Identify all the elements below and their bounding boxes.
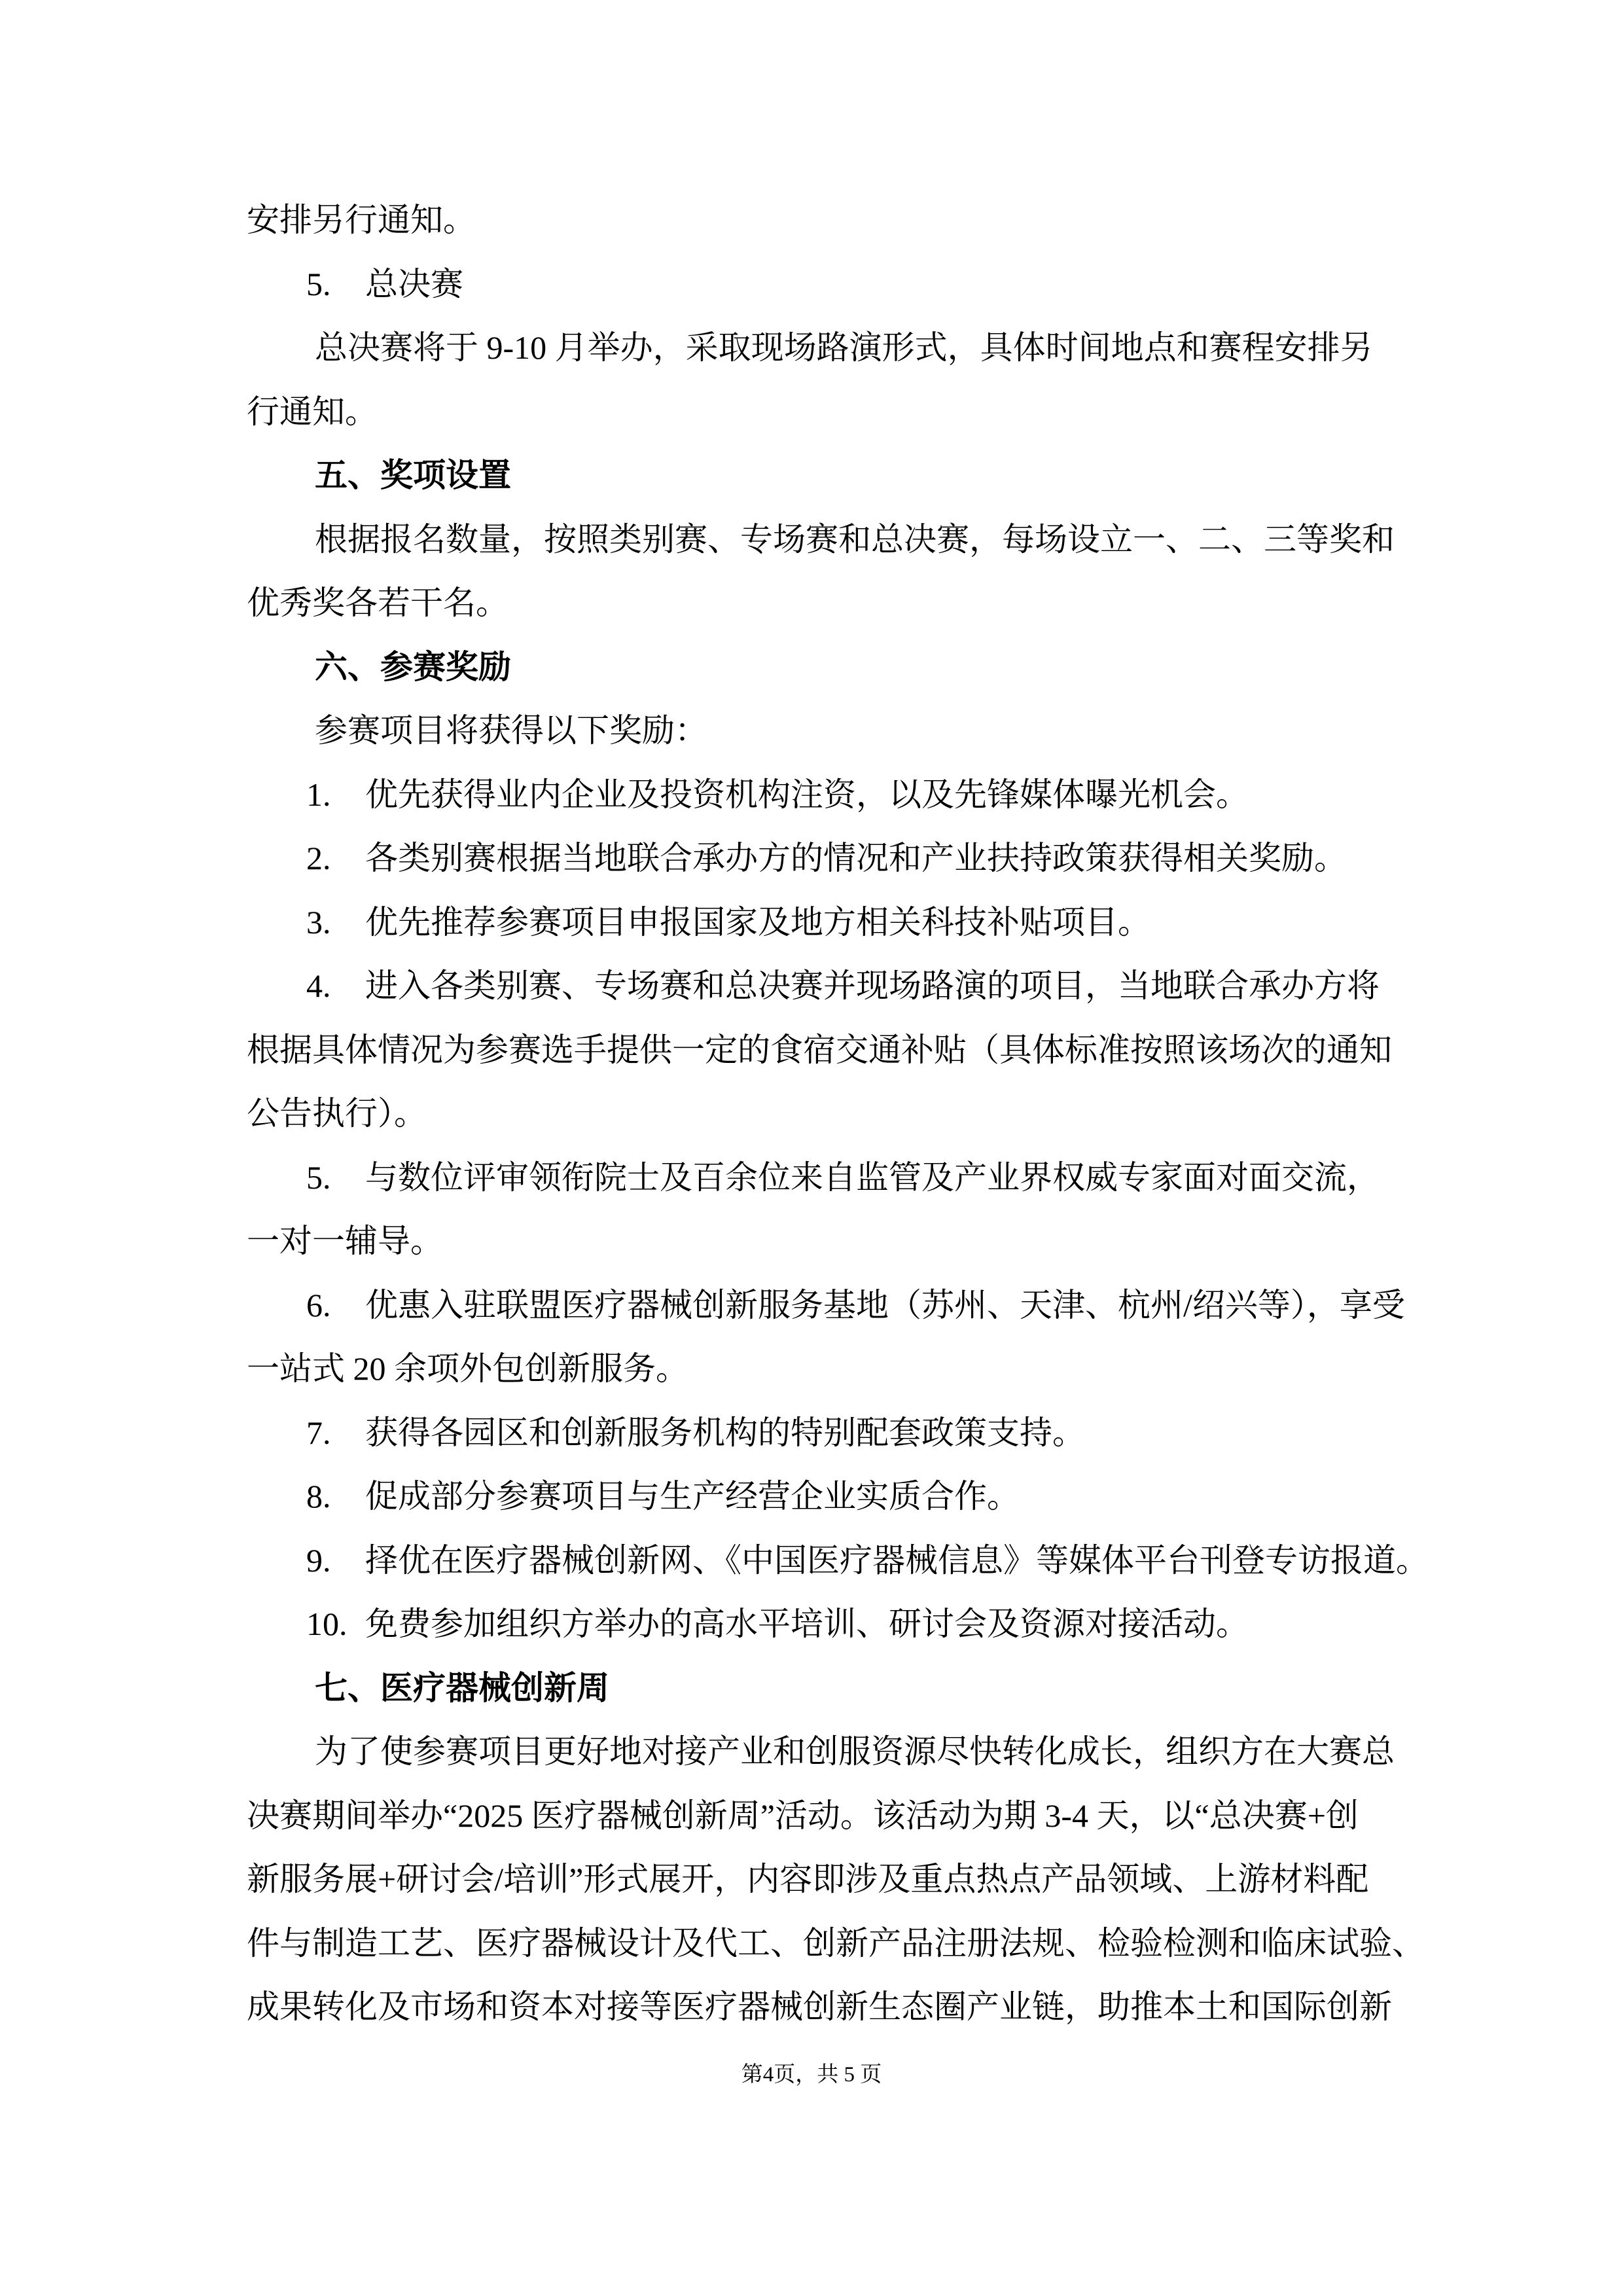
list-number: 10. (306, 1605, 348, 1642)
line-text: 优先获得业内企业及投资机构注资，以及先锋媒体曝光机会。 (365, 776, 1249, 813)
line-text: 优先推荐参赛项目申报国家及地方相关科技补贴项目。 (365, 903, 1150, 941)
document-line (247, 1529, 1429, 1593)
document-line (247, 1337, 1402, 1401)
line-text: 根据报名数量，按照类别赛、专场赛和总决赛，每场设立一、二、三等奖和 (315, 520, 1395, 558)
line-text: 择优在医疗器械创新网、《中国医疗器械信息》等媒体平台刊登专访报道。 (365, 1541, 1429, 1579)
document-line (247, 954, 1402, 1018)
line-text: 新服务展+研讨会/培训”形式展开，内容即涉及重点热点产品领域、上游材料配 (247, 1861, 1369, 1897)
line-text: 件与制造工艺、医疗器械设计及代工、创新产品注册法规、检验检测和临床试验、 (247, 1924, 1425, 1962)
document-body (247, 188, 1429, 2039)
line-text: 获得各园区和创新服务机构的特别配套政策支持。 (365, 1414, 1085, 1451)
line-text: 行通知。 (247, 393, 378, 430)
line-text: 为了使参赛项目更好地对接产业和创服资源尽快转化成长，组织方在大赛总 (315, 1733, 1395, 1770)
section-heading (247, 1657, 1402, 1721)
document-line (247, 891, 1402, 955)
line-text: 免费参加组织方举办的高水平培训、研讨会及资源对接活动。 (365, 1605, 1249, 1642)
line-text: 安排另行通知。 (247, 202, 476, 238)
list-number: 2. (306, 840, 331, 876)
list-number: 6. (306, 1286, 331, 1323)
line-text: 参赛项目将获得以下奖励： (315, 712, 707, 749)
document-line (247, 188, 1402, 253)
line-text: 进入各类别赛、专场赛和总决赛并现场路演的项目，当地联合承办方将 (365, 967, 1380, 1004)
document-line (247, 827, 1402, 891)
document-line (247, 1401, 1402, 1465)
document-line (247, 1465, 1402, 1529)
list-number: 4. (306, 967, 331, 1004)
list-number: 3. (306, 903, 331, 941)
line-text: 成果转化及市场和资本对接等医疗器械创新生态圈产业链，助推本土和国际创新 (247, 1988, 1392, 2025)
line-text: 五、奖项设置 (315, 457, 511, 493)
line-text: 优惠入驻联盟医疗器械创新服务基地（苏州、天津、杭州/绍兴等），享受 (365, 1286, 1405, 1323)
line-text: 总决赛将于 9-10 月举办，采取现场路演形式，具体时间地点和赛程安排另 (315, 329, 1373, 366)
line-text: 决赛期间举办“2025 医疗器械创新周”活动。该活动为期 3-4 天，以“总决赛+创 (247, 1797, 1359, 1834)
section-heading (247, 636, 1402, 700)
document-line (247, 1274, 1405, 1338)
document-line (247, 1210, 1402, 1274)
line-text: 根据具体情况为参赛选手提供一定的食宿交通补贴（具体标准按照该场次的通知 (247, 1031, 1392, 1068)
line-text: 一对一辅导。 (247, 1223, 443, 1259)
document-line (247, 253, 1402, 317)
line-text: 促成部分参赛项目与生产经营企业实质合作。 (365, 1478, 1020, 1515)
line-text: 一站式 20 余项外包创新服务。 (247, 1350, 688, 1387)
page-footer: 第4页，共 5 页 (741, 2063, 882, 2087)
line-text: 公告执行）。 (247, 1095, 427, 1132)
list-number: 8. (306, 1478, 331, 1515)
document-line (247, 316, 1402, 380)
line-text: 与数位评审领衔院士及百余位来自监管及产业界权威专家面对面交流， (365, 1158, 1380, 1196)
line-text: 优秀奖各若干名。 (247, 584, 508, 621)
document-line (247, 699, 1402, 763)
document-line (247, 1912, 1425, 1976)
document-line (247, 1784, 1402, 1848)
section-heading (247, 444, 1402, 508)
document-line (247, 1975, 1402, 2039)
document-line (247, 380, 1402, 444)
list-number: 5. (306, 265, 331, 302)
line-text: 总决赛 (365, 265, 463, 302)
document-line (247, 508, 1402, 572)
list-number: 1. (306, 776, 331, 813)
line-text: 各类别赛根据当地联合承办方的情况和产业扶持政策获得相关奖励。 (365, 840, 1347, 876)
list-number: 5. (306, 1158, 331, 1196)
list-number: 9. (306, 1541, 331, 1579)
document-line (247, 1720, 1402, 1784)
document-line (247, 571, 1402, 636)
document-line (247, 1592, 1402, 1657)
line-text: 六、参赛奖励 (315, 648, 511, 685)
line-text: 七、医疗器械创新周 (315, 1669, 609, 1706)
document-line (247, 763, 1402, 827)
document-line (247, 1848, 1402, 1912)
document-line (247, 1018, 1402, 1083)
document-line (247, 1146, 1402, 1210)
document-line (247, 1082, 1402, 1146)
list-number: 7. (306, 1414, 331, 1451)
